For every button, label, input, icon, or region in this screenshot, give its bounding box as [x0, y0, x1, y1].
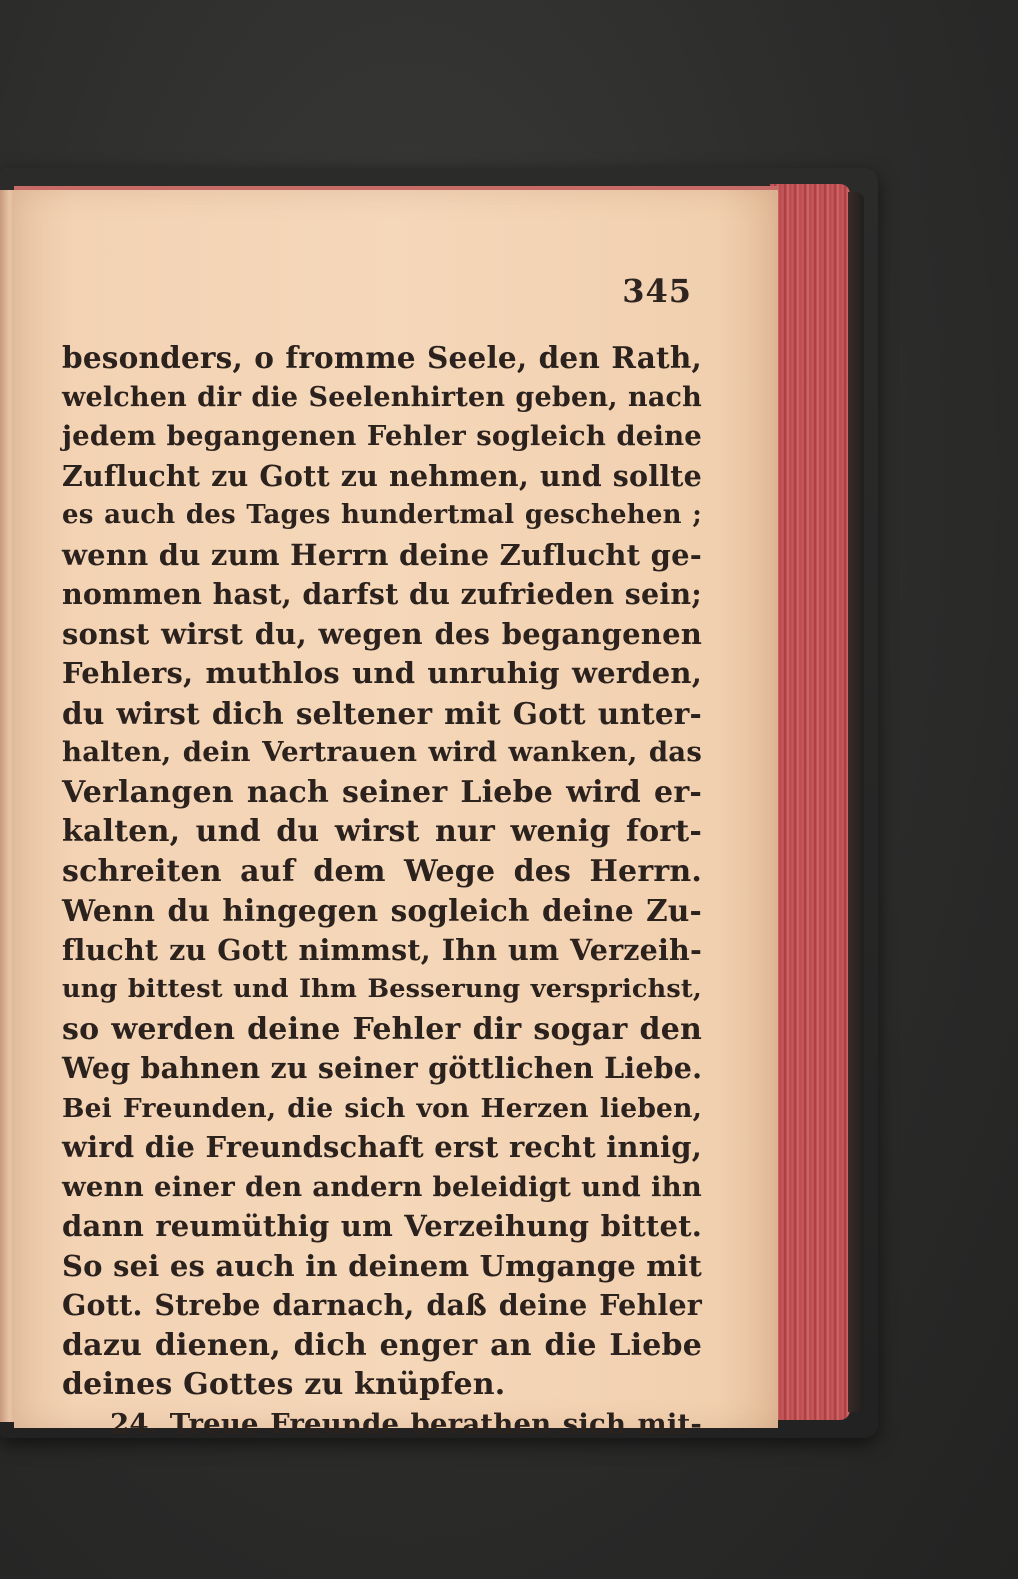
text-line: wenn du zum Herrn deine Zuflucht ge- [62, 537, 702, 572]
book-page [14, 186, 778, 1440]
text-line: du wirst dich seltener mit Gott unter- [62, 695, 702, 731]
text-line: ung bittest und Ihm Besserung versprichst, [62, 974, 702, 1004]
text-line: Zuflucht zu Gott zu nehmen, und sollte [62, 458, 702, 493]
text-line: Weg bahnen zu seiner göttlichen Liebe. [62, 1051, 703, 1085]
text-line: kalten, und du wirst nur wenig fort- [62, 814, 702, 849]
text-line: Verlangen nach seiner Liebe wird er- [62, 774, 702, 810]
page-text [62, 338, 702, 1444]
section-heading-line: 24. Treue Freunde berathen sich mit- [110, 1407, 702, 1440]
page-fore-edge [770, 184, 850, 1420]
text-line: Gott. Strebe darnach, daß deine Fehler [62, 1288, 702, 1322]
text-line: deines Gottes zu knüpfen. [62, 1367, 506, 1402]
text-line: dann reumüthig um Verzeihung bittet. [62, 1209, 702, 1243]
text-line: welchen dir die Seelenhirten geben, nach [62, 381, 702, 413]
text-line: wenn einer den andern beleidigt und ihn [62, 1170, 702, 1203]
text-line: flucht zu Gott nimmst, Ihn um Verzeih- [62, 932, 702, 967]
text-line: halten, dein Vertrauen wird wanken, das [62, 736, 702, 768]
text-line: dazu dienen, dich enger an die Liebe [62, 1327, 702, 1363]
text-line: wird die Freundschaft erst recht innig, [62, 1130, 702, 1164]
text-line: schreiten auf dem Wege des Herrn. [62, 853, 702, 889]
text-line: sonst wirst du, wegen des begangenen [62, 616, 702, 651]
text-line: so werden deine Fehler dir sogar den [62, 1011, 702, 1047]
text-line: Fehlers, muthlos und unruhig werden, [62, 656, 702, 690]
text-line: es auch des Tages hundertmal geschehen ; [62, 500, 702, 530]
text-line: So sei es auch in deinem Umgange mit [62, 1248, 702, 1283]
text-line: Wenn du hingegen sogleich deine Zu- [62, 893, 702, 928]
text-line: besonders, o fromme Seele, den Rath, [62, 340, 702, 375]
text-line: jedem begangenen Fehler sogleich deine [62, 420, 702, 452]
text-line: Bei Freunden, die sich von Herzen lieben, [62, 1092, 702, 1124]
text-line: nommen hast, darfst du zufrieden sein; [62, 577, 702, 611]
page-number: 345 [622, 272, 692, 310]
